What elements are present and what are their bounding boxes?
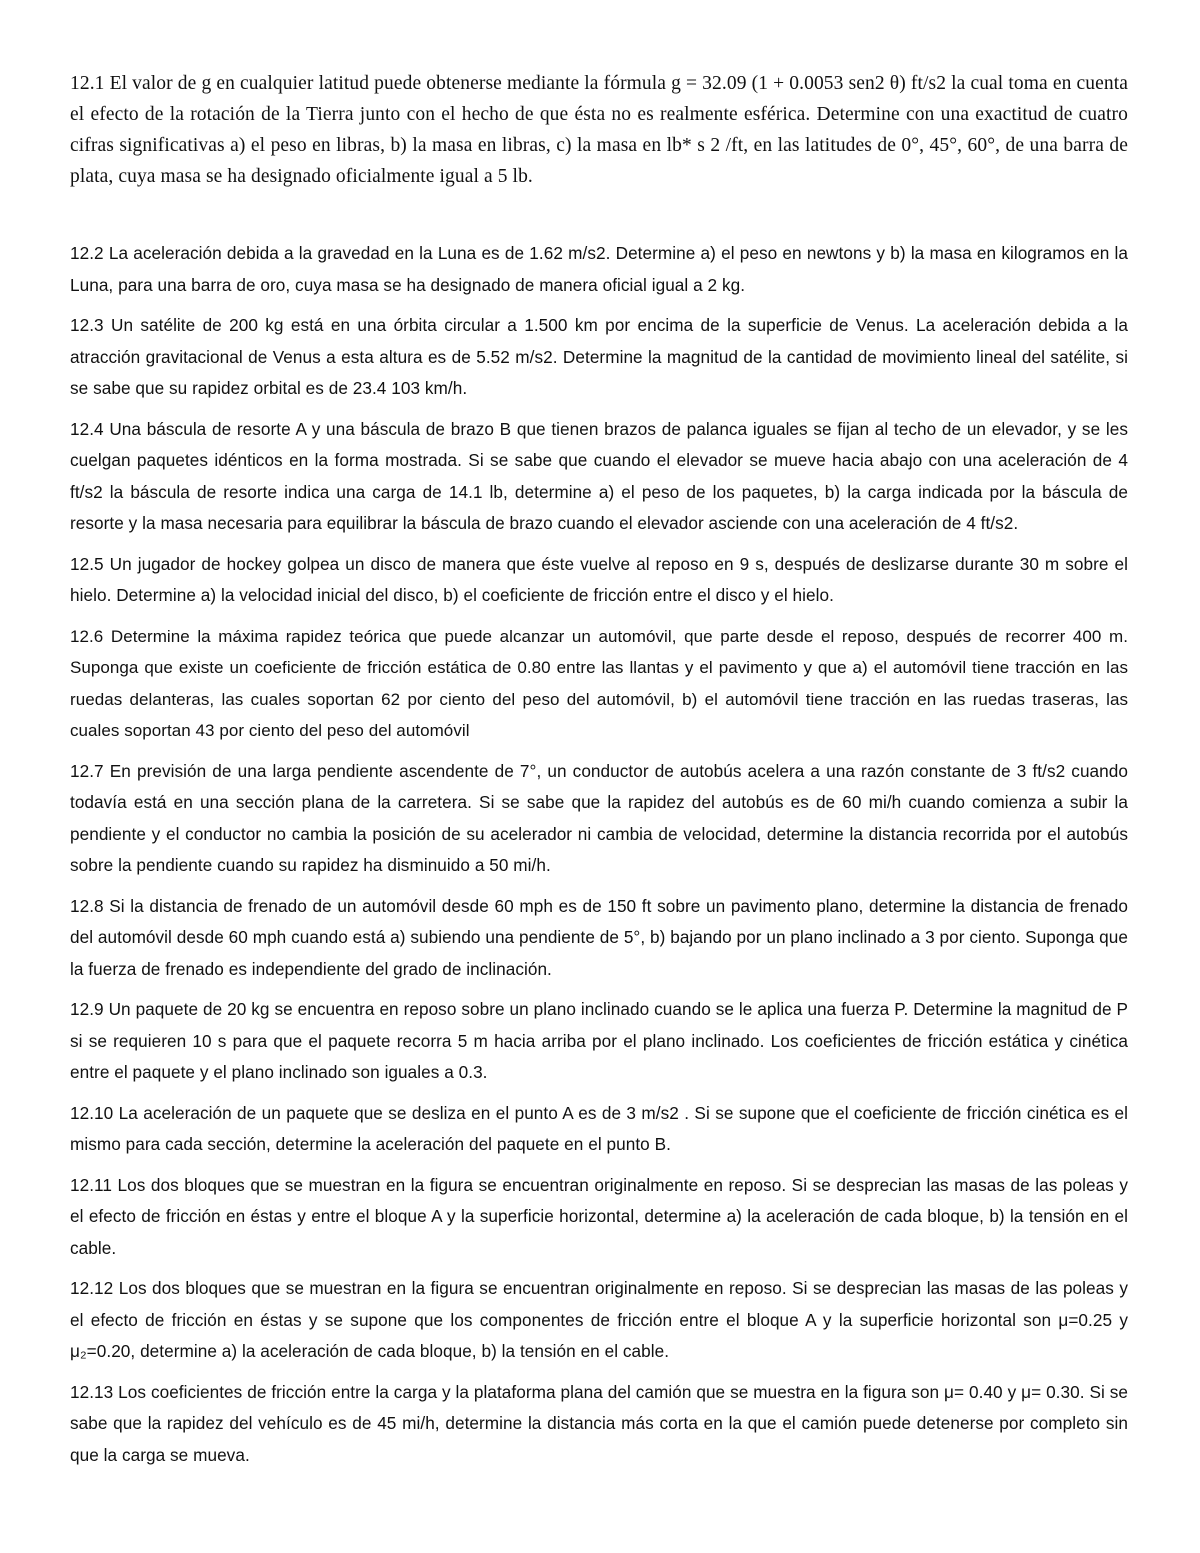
- problem-12-13: 12.13 Los coeficientes de fricción entre la carga y la plataforma plana del camión que se muestra en la figura son μ= 0.40 y μ= 0.30. Si se sabe que la rapidez del vehículo es de 45 mi/h, determine la distancia más corta en la que el camión puede detenerse por completo sin que la carga se mueva.: [70, 1381, 1128, 1465]
- problem-12-1: 12.1 El valor de g en cualquier latitud puede obtenerse mediante la fórmula g = 32.09 (1 + 0.0053 sen2 θ) ft/s2 la cual toma en cuenta el efecto de la rotación de la Tierra junto con el hecho de que ésta no es realmente esférica. Determine con una exactitud de cuatro cifras significativas a) el peso en libras, b) la masa en libras, c) la masa en lb* s 2 /ft, en las latitudes de 0°, 45°, 60°, de una barra de plata, cuya masa se ha designado oficialmente igual a 5 lb.: [70, 73, 1128, 187]
- problem-12-3: 12.3 Un satélite de 200 kg está en una órbita circular a 1.500 km por encima de la superficie de Venus. La aceleración debida a la atracción gravitacional de Venus a esta altura es de 5.52 m/s2. Determine la magnitud de la cantidad de movimiento lineal del satélite, si se sabe que su rapidez orbital es de 23.4 103 km/h.: [70, 315, 1128, 398]
- problem-12-8: 12.8 Si la distancia de frenado de un automóvil desde 60 mph es de 150 ft sobre un pavimento plano, determine la distancia de frenado del automóvil desde 60 mph cuando está a) subiendo una pendiente de 5°, b) bajando por un plano inclinado a 3 por ciento. Suponga que la fuerza de frenado es independiente del grado de inclinación.: [70, 895, 1128, 979]
- problem-12-12: 12.12 Los dos bloques que se muestran en la figura se encuentran originalmente en reposo. Si se desprecian las masas de las poleas y el efecto de fricción en éstas y se supone que los componentes de fricción entre el bloque A y la superficie horizontal son μ=0.25 y μ₂=0.20, determine a) la aceleración de cada bloque, b) la tensión en el cable.: [70, 1278, 1128, 1361]
- problem-12-9: 12.9 Un paquete de 20 kg se encuentra en reposo sobre un plano inclinado cuando se le aplica una fuerza P. Determine la magnitud de P si se requieren 10 s para que el paquete recorra 5 m hacia arriba por el plano inclinado. Los coeficientes de fricción estática y cinética entre el paquete y el plano inclinado son iguales a 0.3.: [70, 999, 1128, 1082]
- document-page: [70, 68, 1128, 1471]
- problem-12-11: 12.11 Los dos bloques que se muestran en la figura se encuentran originalmente en reposo. Si se desprecian las masas de las poleas y el efecto de fricción en éstas y entre el bloque A y la superficie horizontal, determine a) la aceleración de cada bloque, b) la tensión en el cable.: [70, 1174, 1128, 1258]
- problem-12-2: 12.2 La aceleración debida a la gravedad en la Luna es de 1.62 m/s2. Determine a) el peso en newtons y b) la masa en kilogramos en la Luna, para una barra de oro, cuya masa se ha designado de manera oficial igual a 2 kg.: [70, 243, 1128, 295]
- problem-12-5: 12.5 Un jugador de hockey golpea un disco de manera que éste vuelve al reposo en 9 s, después de deslizarse durante 30 m sobre el hielo. Determine a) la velocidad inicial del disco, b) el coeficiente de fricción entre el disco y el hielo.: [70, 553, 1128, 605]
- problem-12-4: 12.4 Una báscula de resorte A y una báscula de brazo B que tienen brazos de palanca iguales se fijan al techo de un elevador, y se les cuelgan paquetes idénticos en la forma mostrada. Si se sabe que cuando el elevador se mueve hacia abajo con una aceleración de 4 ft/s2 la báscula de resorte indica una carga de 14.1 lb, determine a) el peso de los paquetes, b) la carga indicada por la báscula de resorte y la masa necesaria para equilibrar la báscula de brazo cuando el elevador asciende con una aceleración de 4 ft/s2.: [70, 418, 1128, 533]
- problem-12-7: 12.7 En previsión de una larga pendiente ascendente de 7°, un conductor de autobús acelera a una razón constante de 3 ft/s2 cuando todavía está en una sección plana de la carretera. Si se sabe que la rapidez del autobús es de 60 mi/h cuando comienza a subir la pendiente y el conductor no cambia la posición de su acelerador ni cambia de velocidad, determine la distancia recorrida por el autobús sobre la pendiente cuando su rapidez ha disminuido a 50 mi/h.: [70, 760, 1128, 875]
- problem-12-6: 12.6 Determine la máxima rapidez teórica que puede alcanzar un automóvil, que parte desde el reposo, después de recorrer 400 m. Suponga que existe un coeficiente de fricción estática de 0.80 entre las llantas y el pavimento y que a) el automóvil tiene tracción en las ruedas delanteras, las cuales soportan 62 por ciento del peso del automóvil, b) el automóvil tiene tracción en las ruedas traseras, las cuales soportan 43 por ciento del peso del automóvil: [70, 626, 1128, 740]
- problem-12-10: 12.10 La aceleración de un paquete que se desliza en el punto A es de 3 m/s2 . Si se supone que el coeficiente de fricción cinética es el mismo para cada sección, determine la aceleración del paquete en el punto B.: [70, 1102, 1128, 1154]
